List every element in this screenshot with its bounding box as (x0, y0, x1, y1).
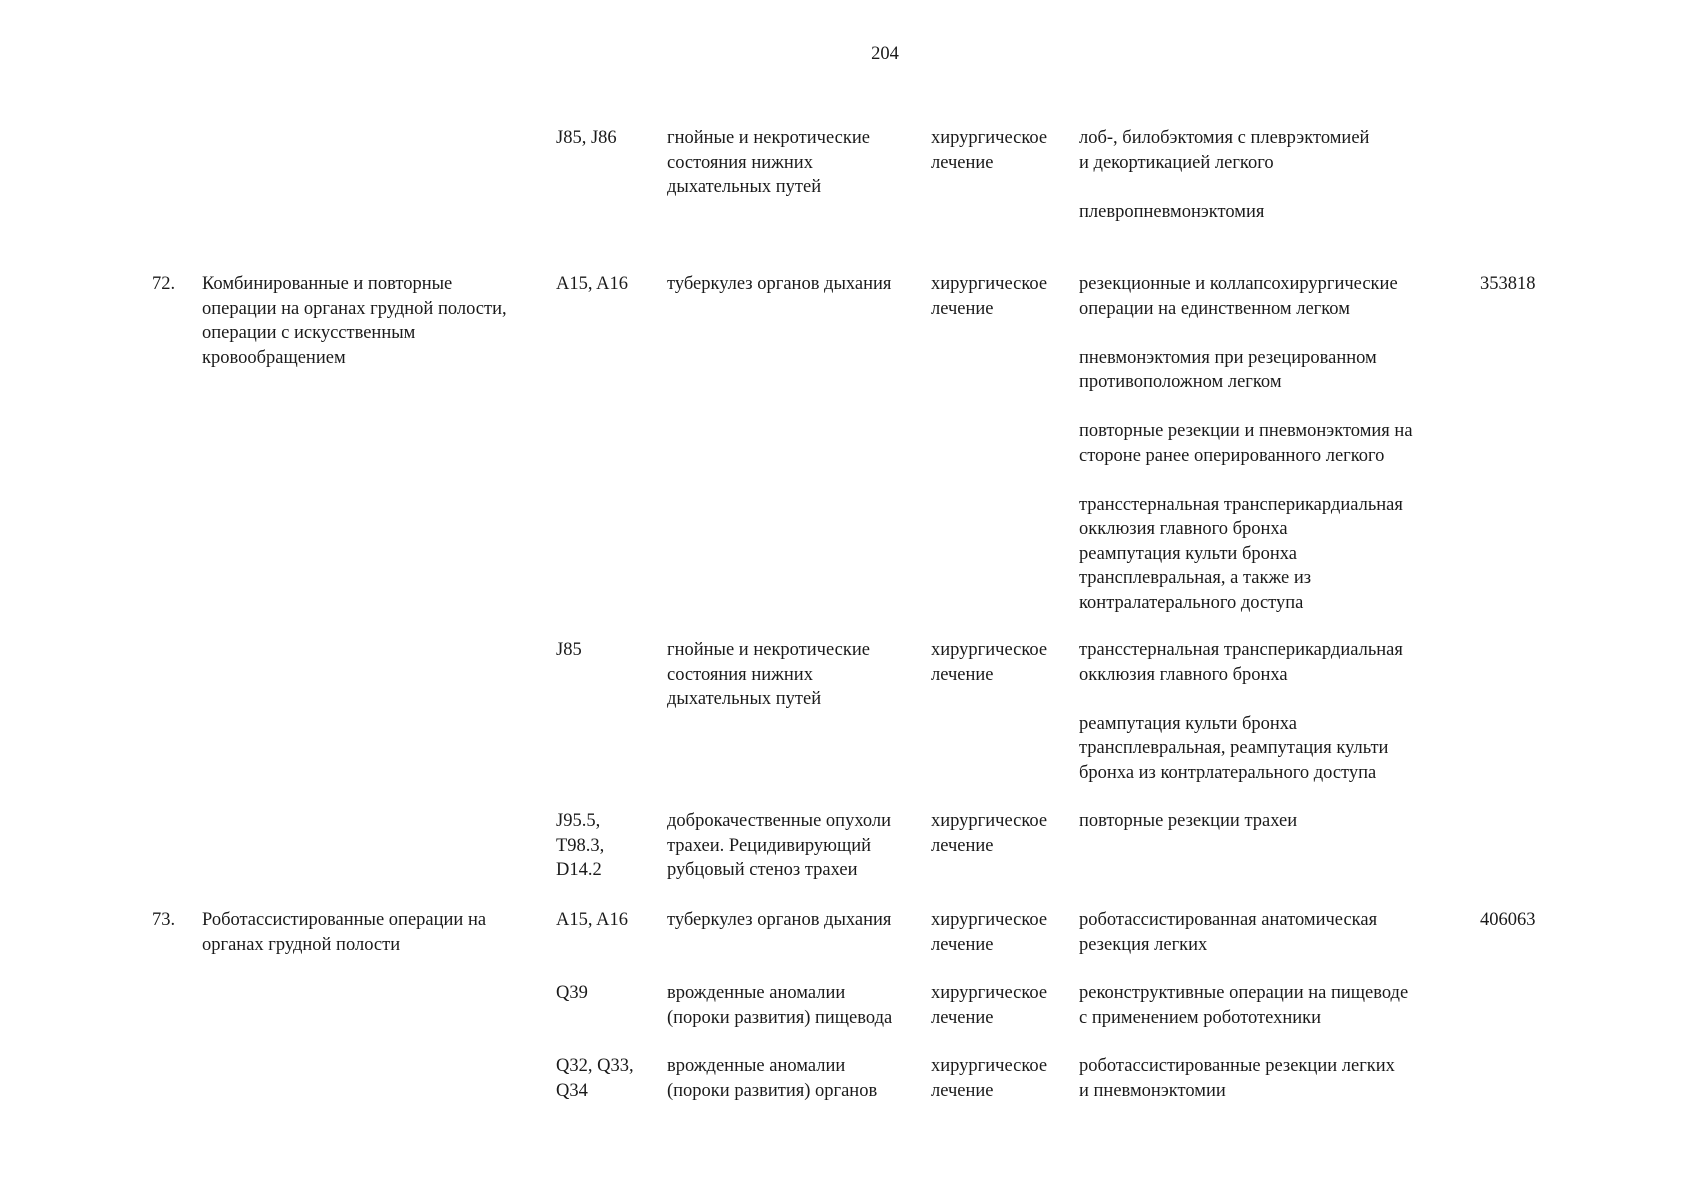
text-line: гнойные и некротические (667, 128, 870, 148)
text-line: D14.2 (556, 860, 602, 880)
text-line: трансстернальная трансперикардиальная (1079, 494, 1403, 515)
text-line: T98.3, (556, 835, 605, 856)
text-line: Q34 (556, 1080, 588, 1101)
text-line: стороне ранее оперированного легкого (1079, 445, 1385, 466)
method-paragraph (1079, 419, 1469, 468)
treatment-method-cell (1079, 1054, 1469, 1103)
cost-cell: 353818 (1480, 274, 1536, 294)
text-line: трансплевральная, реампутация культи (1079, 738, 1389, 758)
text-line: Комбинированные и повторные (202, 274, 453, 294)
icd-code-cell (556, 126, 656, 151)
icd-code-cell (556, 908, 656, 933)
text-line: лечение (931, 934, 994, 955)
text-line: A15, A16 (556, 274, 628, 294)
text-line: хирургическое (931, 128, 1048, 148)
text-line: с применением робототехники (1079, 1007, 1322, 1028)
text-line: врожденные аномалии (667, 983, 846, 1003)
text-line: лечение (931, 1007, 994, 1028)
text-line: роботассистированные резекции легких (1079, 1056, 1395, 1076)
icd-code-cell (556, 981, 656, 1006)
treatment-type-cell (931, 638, 1078, 687)
text-line: окклюзия главного бронха (1079, 664, 1288, 685)
text-line: хирургическое (931, 910, 1048, 930)
method-paragraph (1079, 712, 1469, 786)
icd-code-cell (556, 809, 656, 883)
text-line: лечение (931, 1080, 994, 1101)
text-line: (пороки развития) органов (667, 1080, 878, 1101)
text-line: кровообращением (202, 347, 346, 368)
text-line: операции на органах грудной полости, (202, 298, 507, 319)
method-paragraph (1079, 908, 1469, 957)
text-line: лечение (931, 298, 994, 319)
text-line: Роботассистированные операции на (202, 910, 487, 930)
treatment-method-cell (1079, 126, 1469, 224)
diagnosis-cell (667, 272, 929, 297)
text-line: Q32, Q33, (556, 1056, 634, 1076)
text-line: Q39 (556, 983, 588, 1003)
text-line: состояния нижних (667, 664, 813, 685)
text-line: реампутация культи бронха (1079, 543, 1297, 564)
text-line: хирургическое (931, 811, 1048, 831)
text-line: хирургическое (931, 983, 1048, 1003)
diagnosis-cell (667, 981, 929, 1030)
text-line: хирургическое (931, 640, 1048, 660)
treatment-type-cell (931, 1054, 1078, 1103)
text-line: лоб-, билобэктомия с плеврэктомией (1079, 128, 1370, 148)
text-line: A15, A16 (556, 910, 628, 930)
text-line: и пневмонэктомии (1079, 1080, 1226, 1101)
text-line: реконструктивные операции на пищеводе (1079, 983, 1409, 1003)
text-line: рубцовый стеноз трахеи (667, 860, 858, 880)
diagnosis-cell (667, 638, 929, 712)
text-line: (пороки развития) пищевода (667, 1007, 893, 1028)
icd-code-cell (556, 272, 656, 297)
text-line: врожденные аномалии (667, 1056, 846, 1076)
text-line: плевропневмонэктомия (1079, 201, 1265, 222)
text-line: гнойные и некротические (667, 640, 870, 660)
method-paragraph (1079, 346, 1469, 395)
text-line: контралатерального доступа (1079, 592, 1304, 613)
text-line: состояния нижних (667, 152, 813, 173)
method-paragraph (1079, 126, 1469, 175)
diagnosis-cell (667, 908, 929, 933)
treatment-method-cell (1079, 272, 1469, 615)
care-type-name-cell (202, 272, 547, 370)
diagnosis-cell (667, 809, 929, 883)
method-paragraph (1079, 200, 1469, 225)
text-line: операции с искусственным (202, 323, 416, 343)
icd-code-cell (556, 1054, 656, 1103)
care-type-name-cell (202, 908, 547, 957)
method-paragraph (1079, 1054, 1469, 1103)
text-line: туберкулез органов дыхания (667, 274, 892, 294)
text-line: лечение (931, 835, 994, 856)
treatment-method-cell (1079, 908, 1469, 957)
text-line: J85, J86 (556, 128, 617, 148)
text-line: лечение (931, 152, 994, 173)
text-line: бронха из контрлатерального доступа (1079, 762, 1377, 783)
diagnosis-cell (667, 126, 929, 200)
text-line: J95.5, (556, 811, 601, 831)
cost-cell: 406063 (1480, 910, 1536, 930)
method-paragraph (1079, 493, 1469, 616)
text-line: трахеи. Рецидивирующий (667, 835, 872, 856)
treatment-type-cell (931, 272, 1078, 321)
diagnosis-cell (667, 1054, 929, 1103)
text-line: органах грудной полости (202, 934, 401, 955)
treatment-method-cell (1079, 809, 1469, 834)
treatment-type-cell (931, 809, 1078, 858)
text-line: доброкачественные опухоли (667, 811, 892, 831)
text-line: резекционные и коллапсохирургические (1079, 274, 1398, 294)
text-line: роботассистированная анатомическая (1079, 910, 1378, 930)
treatment-type-cell (931, 981, 1078, 1030)
row-number-cell: 72. (152, 274, 176, 294)
text-line: окклюзия главного бронха (1079, 519, 1288, 539)
text-line: операции на единственном легком (1079, 298, 1350, 319)
method-paragraph (1079, 272, 1469, 321)
treatment-type-cell (931, 126, 1078, 175)
text-line: J85 (556, 640, 582, 660)
text-line: противоположном легком (1079, 372, 1282, 392)
method-paragraph (1079, 809, 1469, 834)
text-line: хирургическое (931, 1056, 1048, 1076)
treatment-method-cell (1079, 981, 1469, 1030)
text-line: пневмонэктомия при резецированном (1079, 347, 1377, 368)
method-paragraph (1079, 981, 1469, 1030)
text-line: реампутация культи бронха (1079, 713, 1297, 734)
text-line: трансплевральная, а также из (1079, 568, 1312, 588)
text-line: повторные резекции трахеи (1079, 811, 1298, 831)
text-line: трансстернальная трансперикардиальная (1079, 640, 1403, 660)
icd-code-cell (556, 638, 656, 663)
text-line: дыхательных путей (667, 177, 822, 197)
text-line: дыхательных путей (667, 689, 822, 709)
page-number: 204 (871, 44, 899, 64)
row-number-cell: 73. (152, 910, 176, 930)
text-line: резекция легких (1079, 934, 1208, 955)
text-line: повторные резекции и пневмонэктомия на (1079, 421, 1413, 441)
method-paragraph (1079, 638, 1469, 687)
text-line: туберкулез органов дыхания (667, 910, 892, 930)
text-line: хирургическое (931, 274, 1048, 294)
text-line: лечение (931, 664, 994, 685)
treatment-method-cell (1079, 638, 1469, 785)
treatment-type-cell (931, 908, 1078, 957)
text-line: и декортикацией легкого (1079, 152, 1274, 173)
